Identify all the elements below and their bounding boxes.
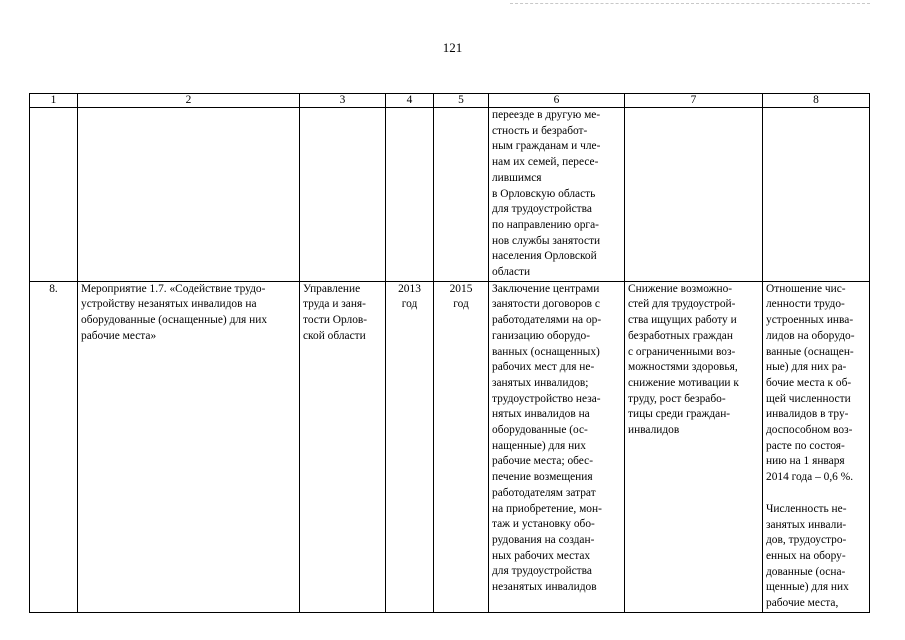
indicator-line: ные) для них ра- xyxy=(766,361,847,374)
indicator-line: рабочие места, xyxy=(766,597,839,610)
consequence-line: тицы среди граждан- xyxy=(628,408,731,421)
end-year-line: 2015 xyxy=(449,282,473,295)
header-col-2: 2 xyxy=(78,94,300,108)
consequence-line: стей для трудоустрой- xyxy=(628,298,736,311)
consequence-line: с ограниченными воз- xyxy=(628,345,736,358)
result-line: ванных (оснащенных) xyxy=(492,345,600,358)
cont-col6-line: ным гражданам и чле- xyxy=(492,140,601,153)
consequence-line: ства ищущих работу и xyxy=(628,314,737,327)
header-row xyxy=(30,94,870,108)
executor-line: труда и заня- xyxy=(303,298,366,311)
result-line: трудоустройство неза- xyxy=(492,392,601,405)
result-line: рабочие места; обес- xyxy=(492,455,593,468)
result-line: рабочих мест для не- xyxy=(492,361,595,374)
indicator-line: устроенных инва- xyxy=(766,314,854,327)
measure-name-line: рабочие места» xyxy=(81,329,157,342)
measure-name-cell xyxy=(78,281,300,612)
start-year-cell xyxy=(386,281,434,612)
result-line: нащенные) для них xyxy=(492,439,586,452)
expected-result-cell xyxy=(489,281,625,612)
cont-cell-8 xyxy=(763,108,870,282)
cont-col6-line: переезде в другую ме- xyxy=(492,109,601,121)
header-col-3: 3 xyxy=(300,94,386,108)
indicator-line: бочие места к об- xyxy=(766,376,852,389)
cont-col6-line: стность и безработ- xyxy=(492,124,588,137)
cont-cell-3 xyxy=(300,108,386,282)
cont-cell-7 xyxy=(625,108,763,282)
cont-col6-line: для трудоустройства xyxy=(492,203,592,216)
cont-cell-1 xyxy=(30,108,78,282)
header-col-7: 7 xyxy=(625,94,763,108)
result-line: нятых инвалидов на xyxy=(492,408,590,421)
start-year-line: 2013 xyxy=(398,282,421,295)
consequence-line: безработных граждан xyxy=(628,329,733,342)
indicators-cell xyxy=(763,281,870,612)
indicator-line: Численность не- xyxy=(766,502,847,515)
header-col-8: 8 xyxy=(763,94,870,108)
header-col-4: 4 xyxy=(386,94,434,108)
result-line: оборудованные (ос- xyxy=(492,424,588,437)
executor-line: Управление xyxy=(303,282,361,295)
indicator-line: дов, трудоустро- xyxy=(766,534,847,547)
paragraph-gap xyxy=(766,486,866,502)
end-year-cell xyxy=(434,281,489,612)
consequence-line: снижение мотивации к xyxy=(628,376,739,389)
result-line: занятости договоров с xyxy=(492,298,600,311)
indicator-line: щенные) для них xyxy=(766,581,849,594)
cont-cell-5 xyxy=(434,108,489,282)
indicator-line: нию на 1 января xyxy=(766,455,845,468)
result-line: работодателям затрат xyxy=(492,486,596,499)
table-row-8 xyxy=(30,281,870,612)
consequence-line: труду, рост безрабо- xyxy=(628,392,726,405)
result-line: ных рабочих местах xyxy=(492,549,591,562)
measure-name-line: оборудованные (оснащенные) для них xyxy=(81,314,268,327)
end-year-line: год xyxy=(453,298,469,311)
measures-table xyxy=(29,93,870,613)
consequence-line: можностями здоровья, xyxy=(628,361,738,374)
indicator-line: ванные (оснащен- xyxy=(766,345,854,358)
header-col-6: 6 xyxy=(489,94,625,108)
indicator-line: щей численности xyxy=(766,392,851,405)
indicator-line: 2014 года – 0,6 %. xyxy=(766,471,854,484)
result-line: ганизацию оборудо- xyxy=(492,329,591,342)
scan-top-rule xyxy=(510,3,870,4)
indicator-line: лидов на оборудо- xyxy=(766,329,855,342)
executor-line: ской области xyxy=(303,329,366,342)
indicator-line: доспособном воз- xyxy=(766,424,853,437)
executor-cell xyxy=(300,281,386,612)
header-col-5: 5 xyxy=(434,94,489,108)
indicator-line: дованные (осна- xyxy=(766,565,846,578)
result-line: таж и установку обо- xyxy=(492,518,595,531)
cont-col6-line: нам их семей, пересе- xyxy=(492,156,599,169)
cont-col6-line: лившимся xyxy=(492,171,542,184)
cont-cell-2 xyxy=(78,108,300,282)
cont-cell-6 xyxy=(489,108,625,282)
header-col-1: 1 xyxy=(30,94,78,108)
result-line: занятых инвалидов; xyxy=(492,376,589,389)
indicator-line: занятых инвали- xyxy=(766,518,847,531)
result-line: работодателями на ор- xyxy=(492,314,602,327)
cont-col6-line: в Орловскую область xyxy=(492,187,596,200)
row-number: 8. xyxy=(30,281,78,612)
result-line: Заключение центрами xyxy=(492,282,600,295)
start-year-line: год xyxy=(401,298,418,311)
measure-name-line: устройству незанятых инвалидов на xyxy=(81,298,257,311)
measure-name-line: Мероприятие 1.7. «Содействие трудо- xyxy=(81,282,266,295)
executor-line: тости Орлов- xyxy=(303,314,368,327)
indicator-line: Отношение чис- xyxy=(766,282,846,295)
cont-cell-4 xyxy=(386,108,434,282)
consequence-line: инвалидов xyxy=(628,424,680,437)
result-line: печение возмещения xyxy=(492,471,593,484)
indicator-line: расте по состоя- xyxy=(766,439,845,452)
result-line: на приобретение, мон- xyxy=(492,502,602,515)
consequence-line: Снижение возможно- xyxy=(628,282,733,295)
indicator-line: енных на обору- xyxy=(766,549,846,562)
indicator-line: инвалидов в тру- xyxy=(766,408,849,421)
result-line: рудования на создан- xyxy=(492,533,595,546)
result-line: незанятых инвалидов xyxy=(492,581,597,594)
cont-col6-line: по направлению орга- xyxy=(492,218,599,231)
cont-col6-line: области xyxy=(492,266,531,279)
continuation-row xyxy=(30,108,870,282)
consequences-cell xyxy=(625,281,763,612)
result-line: для трудоустройства xyxy=(492,565,592,578)
cont-col6-line: нов службы занятости xyxy=(492,234,601,247)
indicator-line: ленности трудо- xyxy=(766,298,845,311)
page-number: 121 xyxy=(442,40,463,55)
cont-col6-line: населения Орловской xyxy=(492,250,597,263)
